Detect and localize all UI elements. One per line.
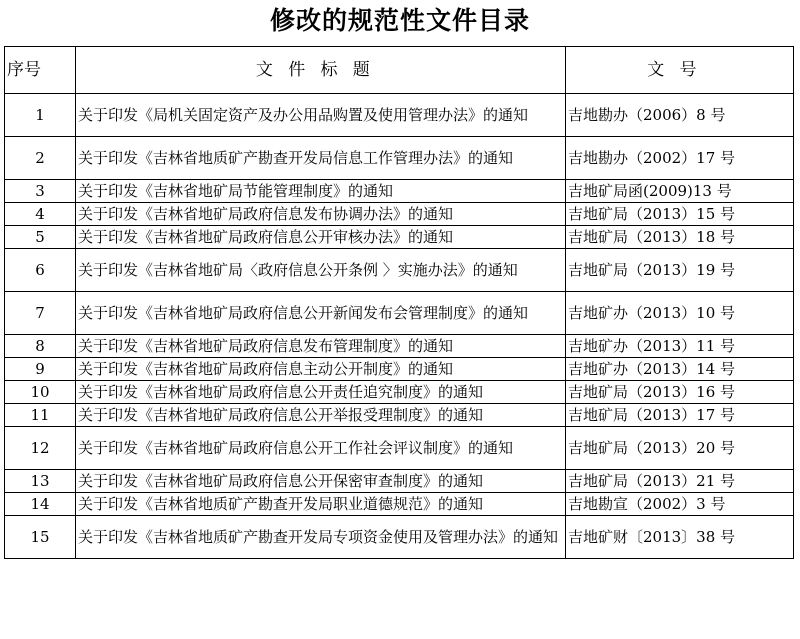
row-docno: 吉地矿局（2013）17 号 [566, 404, 794, 427]
row-docno: 吉地矿局（2013）21 号 [566, 470, 794, 493]
row-docno: 吉地矿局（2013）18 号 [566, 226, 794, 249]
row-seq: 1 [5, 94, 76, 137]
row-docno: 吉地矿局函(2009)13 号 [566, 180, 794, 203]
row-docno: 吉地矿局（2013）15 号 [566, 203, 794, 226]
table-row [5, 180, 794, 203]
row-docno: 吉地矿财〔2013〕38 号 [566, 516, 794, 559]
table-row [5, 249, 794, 292]
header-docno-label: 文号 [647, 59, 712, 80]
row-seq: 12 [5, 427, 76, 470]
row-seq: 7 [5, 292, 76, 335]
row-seq: 9 [5, 358, 76, 381]
row-seq: 2 [5, 137, 76, 180]
table-row [5, 137, 794, 180]
row-title: 关于印发《吉林省地矿局〈政府信息公开条例 〉实施办法》的通知 [76, 249, 566, 292]
header-title-label: 文件标题 [255, 59, 386, 80]
row-title: 关于印发《吉林省地质矿产勘查开发局专项资金使用及管理办法》的通知 [76, 516, 566, 559]
row-seq: 8 [5, 335, 76, 358]
row-docno: 吉地矿办（2013）14 号 [566, 358, 794, 381]
row-title: 关于印发《局机关固定资产及办公用品购置及使用管理办法》的通知 [76, 94, 566, 137]
row-seq: 4 [5, 203, 76, 226]
table-row [5, 203, 794, 226]
row-title: 关于印发《吉林省地矿局政府信息发布管理制度》的通知 [76, 335, 566, 358]
table-row [5, 292, 794, 335]
table-row [5, 358, 794, 381]
row-seq: 13 [5, 470, 76, 493]
table-row [5, 404, 794, 427]
header-seq: 序号 [5, 47, 76, 94]
row-docno: 吉地勘办（2002）17 号 [566, 137, 794, 180]
page-title: 修改的规范性文件目录 [269, 6, 530, 35]
row-seq: 11 [5, 404, 76, 427]
table-row [5, 470, 794, 493]
header-title [76, 47, 566, 94]
table-row [5, 516, 794, 559]
row-docno: 吉地矿局（2013）19 号 [566, 249, 794, 292]
row-seq: 15 [5, 516, 76, 559]
row-seq: 5 [5, 226, 76, 249]
row-seq: 6 [5, 249, 76, 292]
row-title: 关于印发《吉林省地矿局政府信息公开举报受理制度》的通知 [76, 404, 566, 427]
row-title: 关于印发《吉林省地质矿产勘查开发局职业道德规范》的通知 [76, 493, 566, 516]
table-row [5, 226, 794, 249]
row-seq: 10 [5, 381, 76, 404]
table-header-row [5, 47, 794, 94]
row-seq: 3 [5, 180, 76, 203]
table-row [5, 94, 794, 137]
table-row [5, 335, 794, 358]
row-title: 关于印发《吉林省地矿局政府信息公开保密审查制度》的通知 [76, 470, 566, 493]
table-row [5, 381, 794, 404]
row-title: 关于印发《吉林省地矿局节能管理制度》的通知 [76, 180, 566, 203]
row-seq: 14 [5, 493, 76, 516]
row-title: 关于印发《吉林省地矿局政府信息公开工作社会评议制度》的通知 [76, 427, 566, 470]
row-title: 关于印发《吉林省地矿局政府信息公开审核办法》的通知 [76, 226, 566, 249]
row-docno: 吉地矿局（2013）16 号 [566, 381, 794, 404]
row-docno: 吉地矿办（2013）11 号 [566, 335, 794, 358]
row-docno: 吉地矿办（2013）10 号 [566, 292, 794, 335]
table-row [5, 493, 794, 516]
row-docno: 吉地勘宣（2002）3 号 [566, 493, 794, 516]
row-title: 关于印发《吉林省地矿局政府信息公开新闻发布会管理制度》的通知 [76, 292, 566, 335]
header-docno [566, 47, 794, 94]
row-title: 关于印发《吉林省地矿局政府信息主动公开制度》的通知 [76, 358, 566, 381]
table-row [5, 427, 794, 470]
row-title: 关于印发《吉林省地矿局政府信息公开责任追究制度》的通知 [76, 381, 566, 404]
row-docno: 吉地矿局（2013）20 号 [566, 427, 794, 470]
row-title: 关于印发《吉林省地质矿产勘查开发局信息工作管理办法》的通知 [76, 137, 566, 180]
row-title: 关于印发《吉林省地矿局政府信息发布协调办法》的通知 [76, 203, 566, 226]
row-docno: 吉地勘办（2006）8 号 [566, 94, 794, 137]
document-catalog-table [4, 46, 794, 559]
